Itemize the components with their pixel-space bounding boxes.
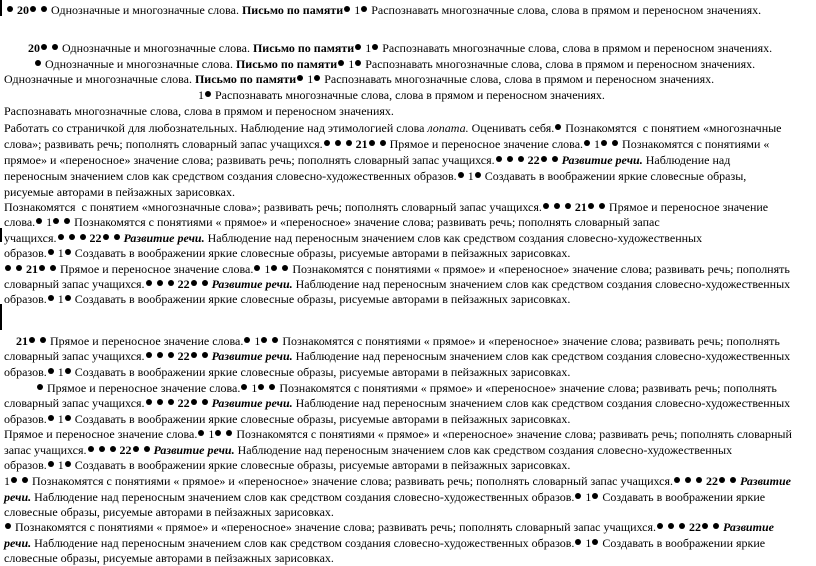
bullet-dot-icon bbox=[168, 280, 174, 286]
emphasis-text: речи. bbox=[4, 536, 32, 550]
bullet-dot-icon bbox=[205, 91, 211, 97]
text-run bbox=[76, 231, 79, 245]
text-run: 1 bbox=[582, 490, 592, 504]
bullet-dot-icon bbox=[5, 265, 11, 271]
text-run: слова»; развивать речь; пополнять словарный запас учащихся. bbox=[4, 137, 323, 151]
bullet-dot-icon bbox=[272, 337, 278, 343]
text-run: Создавать в воображении яркие словесные образы, рисуемые авторами в пейзажных зарисовках. bbox=[71, 412, 571, 426]
emphasis-text: Развитие речи. bbox=[153, 443, 235, 457]
bullet-dot-icon bbox=[346, 140, 352, 146]
text-run: 1 bbox=[198, 88, 204, 102]
bold-text: Письмо по памяти bbox=[235, 57, 338, 71]
text-run: 1 bbox=[591, 137, 601, 151]
bullet-dot-icon bbox=[271, 265, 277, 271]
text-run bbox=[198, 396, 201, 410]
text-run bbox=[268, 334, 271, 348]
text-run bbox=[681, 474, 684, 488]
text-run: образов. bbox=[4, 412, 47, 426]
text-run: Наблюдение над переносным значением слов как средством создания словесно-художественных образов. bbox=[31, 536, 575, 550]
bold-text: 22 bbox=[706, 474, 719, 488]
bullet-dot-icon bbox=[80, 234, 86, 240]
bullet-dot-icon bbox=[565, 203, 571, 209]
text-run bbox=[164, 277, 167, 291]
bullet-dot-icon bbox=[99, 446, 105, 452]
bullet-dot-icon bbox=[48, 461, 54, 467]
text-run: 1 bbox=[54, 365, 64, 379]
bullet-dot-icon bbox=[30, 6, 36, 12]
text-line bbox=[4, 551, 334, 566]
text-line bbox=[4, 443, 732, 458]
text-run bbox=[164, 349, 167, 363]
text-run: 1 bbox=[362, 41, 372, 55]
bold-text: 21 bbox=[574, 200, 587, 214]
bullet-dot-icon bbox=[114, 234, 120, 240]
text-run: Работать со страничкой для любознательных. Наблюдение над этимологией слова bbox=[4, 121, 428, 135]
text-run bbox=[48, 41, 51, 55]
bullet-dot-icon bbox=[39, 265, 45, 271]
bullet-dot-icon bbox=[5, 523, 11, 529]
text-run bbox=[709, 520, 712, 534]
bullet-dot-icon bbox=[324, 140, 330, 146]
text-run: Распознавать многозначные слова, слова в прямом и переносном значениях. bbox=[321, 72, 715, 86]
text-run: Наблюдение над переносным значением слов как средством создания словесно-художественных образов. bbox=[31, 490, 575, 504]
bullet-dot-icon bbox=[713, 523, 719, 529]
bullet-dot-icon bbox=[50, 265, 56, 271]
bullet-dot-icon bbox=[344, 6, 350, 12]
text-line bbox=[4, 262, 790, 277]
text-run bbox=[550, 200, 553, 214]
text-run: образов. bbox=[4, 365, 47, 379]
bullet-dot-icon bbox=[22, 477, 28, 483]
text-run: Однозначные и многозначные слова. bbox=[4, 72, 195, 86]
text-run bbox=[561, 200, 564, 214]
bullet-dot-icon bbox=[168, 399, 174, 405]
text-line bbox=[4, 104, 394, 119]
emphasis-text: Развитие речи. bbox=[211, 277, 293, 291]
text-run: словарный запас учащихся. bbox=[4, 277, 145, 291]
text-run: Создавать в воображении яркие словесные образы, рисуемые авторами в пейзажных зарисовках. bbox=[71, 246, 571, 260]
text-line bbox=[4, 505, 334, 520]
text-line bbox=[4, 396, 790, 411]
text-run: словарный запас учащихся. bbox=[4, 396, 145, 410]
bullet-dot-icon bbox=[702, 523, 708, 529]
text-run: слова. bbox=[4, 215, 36, 229]
text-line bbox=[4, 365, 570, 380]
bold-text: Письмо по памяти bbox=[252, 41, 355, 55]
text-line bbox=[16, 334, 780, 349]
text-run: Создавать в воображении яркие bbox=[599, 490, 766, 504]
bullet-dot-icon bbox=[65, 368, 71, 374]
bullet-dot-icon bbox=[48, 249, 54, 255]
text-run bbox=[514, 153, 517, 167]
bullet-dot-icon bbox=[258, 384, 264, 390]
bullet-dot-icon bbox=[146, 399, 152, 405]
text-run: запас учащихся. bbox=[4, 443, 87, 457]
bullet-dot-icon bbox=[241, 384, 247, 390]
bold-text: 20 bbox=[28, 41, 40, 55]
bold-text: 22 bbox=[119, 443, 132, 457]
text-line bbox=[4, 292, 570, 307]
text-run: 1 bbox=[54, 292, 64, 306]
text-run: 1 bbox=[351, 3, 361, 17]
emphasis-text: Развитие речи. bbox=[561, 153, 643, 167]
bullet-dot-icon bbox=[35, 60, 41, 66]
bullet-dot-icon bbox=[372, 44, 378, 50]
text-run: Распознавать многозначные слова, слова в прямом и переносном значениях. bbox=[368, 3, 762, 17]
text-run bbox=[153, 277, 156, 291]
text-line bbox=[4, 277, 790, 292]
emphasis-text: речи. bbox=[4, 490, 32, 504]
bullet-dot-icon bbox=[685, 477, 691, 483]
text-run: 1 bbox=[248, 381, 258, 395]
bullet-dot-icon bbox=[518, 156, 524, 162]
bullet-dot-icon bbox=[355, 60, 361, 66]
text-line bbox=[4, 349, 790, 364]
bullet-dot-icon bbox=[599, 203, 605, 209]
text-run bbox=[153, 396, 156, 410]
text-run: Распознавать многозначные слова, слова в прямом и переносном значениях. bbox=[379, 41, 773, 55]
text-run: лопата. bbox=[427, 121, 469, 135]
bullet-dot-icon bbox=[41, 6, 47, 12]
text-run: Познакомятся с понятиями « прямое» и «переносное» значение слова; развивать речь; пополнять словарный запас учащихся. bbox=[29, 474, 674, 488]
bullet-dot-icon bbox=[592, 539, 598, 545]
bullet-dot-icon bbox=[369, 140, 375, 146]
bullet-dot-icon bbox=[458, 172, 464, 178]
bullet-dot-icon bbox=[338, 60, 344, 66]
bold-text: 22 bbox=[177, 396, 190, 410]
text-run bbox=[331, 137, 334, 151]
text-run: Создавать в воображении яркие словесные образы, рисуемые авторами в пейзажных зарисовках. bbox=[71, 458, 571, 472]
text-line bbox=[4, 169, 746, 184]
text-run: Познакомятся с понятиями « прямое» и «переносное» значение слова; развивать речь; пополнять bbox=[279, 334, 780, 348]
text-run: 1 bbox=[43, 215, 53, 229]
left-margin-bar bbox=[0, 228, 2, 242]
bullet-dot-icon bbox=[65, 295, 71, 301]
text-run: Прямое и переносное значение слова. bbox=[386, 137, 584, 151]
text-run: Создавать в воображении яркие словесные образы, bbox=[481, 169, 747, 183]
text-run bbox=[12, 262, 15, 276]
bold-text: 21 bbox=[26, 262, 38, 276]
bullet-dot-icon bbox=[261, 337, 267, 343]
text-run: Познакомятся с понятиями « bbox=[619, 137, 770, 151]
emphasis-text: Развитие bbox=[723, 520, 774, 534]
emphasis-text: Развитие bbox=[740, 474, 791, 488]
text-run bbox=[65, 231, 68, 245]
bullet-dot-icon bbox=[168, 352, 174, 358]
bullet-dot-icon bbox=[674, 477, 680, 483]
text-run: 1 bbox=[304, 72, 314, 86]
text-run: учащихся. bbox=[4, 231, 57, 245]
bullet-dot-icon bbox=[668, 523, 674, 529]
bullet-dot-icon bbox=[110, 446, 116, 452]
bullet-dot-icon bbox=[282, 265, 288, 271]
emphasis-text: Развитие речи. bbox=[123, 231, 205, 245]
text-run: Познакомятся с понятиями « прямое» и «переносное» значение слова; развивать речь; пополнять словарный запас bbox=[71, 215, 660, 229]
text-run: словарный запас учащихся. bbox=[4, 349, 145, 363]
bullet-dot-icon bbox=[65, 415, 71, 421]
text-run bbox=[692, 474, 695, 488]
text-run: Создавать в воображении яркие словесные образы, рисуемые авторами в пейзажных зарисовках. bbox=[71, 365, 571, 379]
text-run: Наблюдение над переносным значением слов как средством создания словесно-художественных bbox=[204, 231, 703, 245]
bold-text: 22 bbox=[177, 277, 190, 291]
text-line bbox=[4, 72, 714, 87]
text-run: 1 bbox=[205, 427, 215, 441]
text-line bbox=[28, 41, 772, 56]
text-run: 1 bbox=[345, 57, 355, 71]
bullet-dot-icon bbox=[191, 280, 197, 286]
bullet-dot-icon bbox=[11, 477, 17, 483]
text-run bbox=[140, 443, 143, 457]
text-run bbox=[664, 520, 667, 534]
bullet-dot-icon bbox=[679, 523, 685, 529]
text-run bbox=[110, 231, 113, 245]
text-run bbox=[18, 474, 21, 488]
bold-text: 22 bbox=[89, 231, 102, 245]
bullet-dot-icon bbox=[541, 156, 547, 162]
bullet-dot-icon bbox=[65, 461, 71, 467]
bullet-dot-icon bbox=[133, 446, 139, 452]
text-run bbox=[222, 427, 225, 441]
bullet-dot-icon bbox=[29, 337, 35, 343]
bullet-dot-icon bbox=[16, 265, 22, 271]
text-run: образов. bbox=[4, 458, 47, 472]
bullet-dot-icon bbox=[496, 156, 502, 162]
bullet-dot-icon bbox=[48, 368, 54, 374]
text-line bbox=[4, 185, 235, 200]
text-line bbox=[4, 121, 782, 136]
bullet-dot-icon bbox=[69, 234, 75, 240]
text-run: Наблюдение над переносным значением слов как средством создания словесно-художественных bbox=[292, 277, 791, 291]
text-run: Распознавать многозначные слова, слова в прямом и переносном значениях. bbox=[212, 88, 605, 102]
text-run: образов. bbox=[4, 292, 47, 306]
text-run bbox=[675, 520, 678, 534]
bullet-dot-icon bbox=[48, 295, 54, 301]
bullet-dot-icon bbox=[52, 44, 58, 50]
text-run: Наблюдение над переносным значением слов как средством создания словесно-художественных bbox=[292, 349, 791, 363]
text-run bbox=[376, 137, 379, 151]
bullet-dot-icon bbox=[335, 140, 341, 146]
bullet-dot-icon bbox=[361, 6, 367, 12]
bold-text: Письмо по памяти bbox=[241, 3, 344, 17]
emphasis-text: Развитие речи. bbox=[211, 349, 293, 363]
text-run bbox=[153, 349, 156, 363]
text-line bbox=[4, 474, 791, 489]
bullet-dot-icon bbox=[65, 249, 71, 255]
text-run: образов. bbox=[4, 246, 47, 260]
bold-text: 21 bbox=[16, 334, 28, 348]
bullet-dot-icon bbox=[244, 337, 250, 343]
bullet-dot-icon bbox=[191, 399, 197, 405]
bullet-dot-icon bbox=[215, 430, 221, 436]
bullet-dot-icon bbox=[226, 430, 232, 436]
bullet-dot-icon bbox=[254, 265, 260, 271]
text-line bbox=[4, 231, 702, 246]
text-run: Однозначные и многозначные слова. bbox=[59, 41, 253, 55]
text-run bbox=[60, 215, 63, 229]
bold-text: 22 bbox=[689, 520, 702, 534]
bullet-dot-icon bbox=[297, 75, 303, 81]
bullet-dot-icon bbox=[555, 124, 561, 130]
text-run bbox=[595, 200, 598, 214]
text-run: Создавать в воображении яркие bbox=[599, 536, 766, 550]
text-run: 1 bbox=[582, 536, 592, 550]
bullet-dot-icon bbox=[64, 218, 70, 224]
text-run: Однозначные и многозначные слова. bbox=[42, 57, 236, 71]
left-margin-bar bbox=[0, 0, 2, 16]
bullet-dot-icon bbox=[103, 234, 109, 240]
bold-text: 22 bbox=[527, 153, 540, 167]
bullet-dot-icon bbox=[355, 44, 361, 50]
text-run: Прямое и переносное значение слова. bbox=[44, 381, 241, 395]
text-line bbox=[4, 246, 570, 261]
bullet-dot-icon bbox=[36, 218, 42, 224]
text-run: Распознавать многозначные слова, слова в прямом и переносном значениях. bbox=[362, 57, 756, 71]
text-run: Оценивать себя. bbox=[468, 121, 555, 135]
bullet-dot-icon bbox=[575, 539, 581, 545]
bullet-dot-icon bbox=[37, 384, 43, 390]
text-run: 1 bbox=[4, 474, 10, 488]
text-run: переносным значением слов как средством создания словесно-художественных образов. bbox=[4, 169, 457, 183]
text-run: Наблюдение над переносным значением слов как средством создания словесно-художественных bbox=[292, 396, 791, 410]
bullet-dot-icon bbox=[146, 352, 152, 358]
text-run: Прямое и переносное значение слова. bbox=[57, 262, 254, 276]
bullet-dot-icon bbox=[88, 446, 94, 452]
bullet-dot-icon bbox=[202, 352, 208, 358]
bullet-dot-icon bbox=[202, 280, 208, 286]
text-run: 1 bbox=[464, 169, 474, 183]
text-run: Наблюдение над переносным значением слов как средством создания словесно-художественных bbox=[234, 443, 733, 457]
bullet-dot-icon bbox=[575, 493, 581, 499]
text-run bbox=[608, 137, 611, 151]
bullet-dot-icon bbox=[144, 446, 150, 452]
text-run bbox=[164, 396, 167, 410]
text-run: 1 bbox=[251, 334, 261, 348]
text-line bbox=[4, 200, 768, 215]
bullet-dot-icon bbox=[146, 280, 152, 286]
bullet-dot-icon bbox=[157, 280, 163, 286]
text-run bbox=[265, 381, 268, 395]
text-line bbox=[4, 137, 769, 152]
bullet-dot-icon bbox=[719, 477, 725, 483]
bullet-dot-icon bbox=[657, 523, 663, 529]
text-run: 1 bbox=[261, 262, 271, 276]
text-run: 1 bbox=[54, 246, 64, 260]
text-run: Прямое и переносное значение слова. bbox=[47, 334, 244, 348]
bullet-dot-icon bbox=[157, 399, 163, 405]
bullet-dot-icon bbox=[48, 415, 54, 421]
bullet-dot-icon bbox=[554, 203, 560, 209]
text-run: словесные образы, рисуемые авторами в пейзажных зарисовках. bbox=[4, 551, 334, 565]
text-run bbox=[548, 153, 551, 167]
bullet-dot-icon bbox=[588, 203, 594, 209]
bullet-dot-icon bbox=[7, 6, 13, 12]
text-run: Познакомятся с понятиями « прямое» и «переносное» значение слова; развивать речь; пополнять словарный запас учащихся. bbox=[12, 520, 657, 534]
text-line bbox=[4, 520, 774, 535]
bullet-dot-icon bbox=[157, 352, 163, 358]
text-line bbox=[198, 88, 605, 103]
text-run bbox=[503, 153, 506, 167]
text-run: Познакомятся с понятием «многозначные слова»; развивать речь; пополнять словарный запас учащихся. bbox=[4, 200, 542, 214]
bullet-dot-icon bbox=[552, 156, 558, 162]
text-run bbox=[36, 334, 39, 348]
bullet-dot-icon bbox=[584, 140, 590, 146]
bullet-dot-icon bbox=[592, 493, 598, 499]
text-run bbox=[342, 137, 345, 151]
text-run bbox=[95, 443, 98, 457]
bullet-dot-icon bbox=[53, 218, 59, 224]
bullet-dot-icon bbox=[191, 352, 197, 358]
text-run: 1 bbox=[54, 412, 64, 426]
text-run bbox=[278, 262, 281, 276]
text-run: рисуемые авторами в пейзажных зарисовках. bbox=[4, 185, 235, 199]
bullet-dot-icon bbox=[314, 75, 320, 81]
text-run: Наблюдение над bbox=[642, 153, 731, 167]
bullet-dot-icon bbox=[380, 140, 386, 146]
text-run bbox=[198, 277, 201, 291]
text-line bbox=[4, 490, 765, 505]
text-line bbox=[4, 215, 660, 230]
text-run: Создавать в воображении яркие словесные образы, рисуемые авторами в пейзажных зарисовках. bbox=[71, 292, 571, 306]
text-line bbox=[34, 57, 755, 72]
bold-text: Письмо по памяти bbox=[194, 72, 297, 86]
text-run: словесные образы, рисуемые авторами в пейзажных зарисовках. bbox=[4, 505, 334, 519]
text-line bbox=[6, 3, 761, 18]
emphasis-text: Развитие речи. bbox=[211, 396, 293, 410]
text-run: Однозначные и многозначные слова. bbox=[48, 3, 242, 17]
text-run: Познакомятся с понятиями « прямое» и «переносное» значение слова; развивать речь; пополнять словарный bbox=[233, 427, 792, 441]
text-run bbox=[198, 349, 201, 363]
text-run: прямое» и «переносное» значение слова; развивать речь; пополнять словарный запас учащихся. bbox=[4, 153, 495, 167]
bullet-dot-icon bbox=[198, 430, 204, 436]
bold-text: 21 bbox=[355, 137, 368, 151]
bold-text: 22 bbox=[177, 349, 190, 363]
text-line bbox=[4, 153, 730, 168]
text-run: Прямое и переносное значение слова. bbox=[4, 427, 198, 441]
bullet-dot-icon bbox=[269, 384, 275, 390]
bullet-dot-icon bbox=[601, 140, 607, 146]
bullet-dot-icon bbox=[58, 234, 64, 240]
text-run bbox=[106, 443, 109, 457]
bold-text: 20 bbox=[17, 3, 29, 17]
text-line bbox=[36, 381, 777, 396]
text-run: Прямое и переносное значение bbox=[605, 200, 769, 214]
text-run: Познакомятся с понятиями « прямое» и «переносное» значение слова; развивать речь; пополнять bbox=[289, 262, 790, 276]
text-run: Познакомятся с понятиями « прямое» и «переносное» значение слова; развивать речь; пополнять bbox=[276, 381, 777, 395]
text-run: Познакомятся с понятием «многозначные bbox=[562, 121, 782, 135]
bullet-dot-icon bbox=[41, 44, 47, 50]
left-margin-bar bbox=[0, 304, 2, 330]
bullet-dot-icon bbox=[696, 477, 702, 483]
bullet-dot-icon bbox=[475, 172, 481, 178]
bullet-dot-icon bbox=[543, 203, 549, 209]
text-run: 1 bbox=[54, 458, 64, 472]
text-run bbox=[46, 262, 49, 276]
bullet-dot-icon bbox=[202, 399, 208, 405]
text-line bbox=[4, 427, 792, 442]
bullet-dot-icon bbox=[612, 140, 618, 146]
text-run: Распознавать многозначные слова, слова в прямом и переносном значениях. bbox=[4, 104, 394, 118]
text-line bbox=[4, 536, 765, 551]
bullet-dot-icon bbox=[730, 477, 736, 483]
bullet-dot-icon bbox=[507, 156, 513, 162]
text-run bbox=[726, 474, 729, 488]
text-line bbox=[4, 412, 570, 427]
bullet-dot-icon bbox=[40, 337, 46, 343]
text-line bbox=[4, 458, 570, 473]
text-run bbox=[37, 3, 40, 17]
